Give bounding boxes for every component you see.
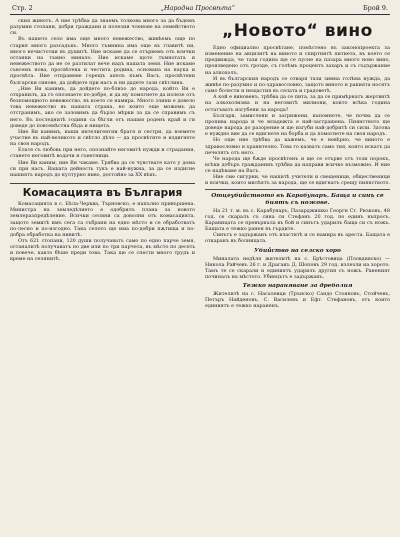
paragraph: Жителитѣ на с. Насалевци (Трънско) Сандо Стояновъ, Стойчевъ, Петъръ Найденовъ, С. Василевъ и Ефт. Стефановъ, отъ които единиятъ е тежко нараненъ.: [205, 291, 390, 310]
page-number: Стр. 2: [12, 4, 33, 12]
page-header: [10, 4, 390, 15]
subheading-tezhko-naranyavane: Тежко нараняване за дреболия: [242, 283, 353, 290]
newspaper-title: „Народна Просвѣта“: [160, 4, 235, 12]
left-column: [10, 18, 195, 310]
paragraph: На 21 т. м. въ с. Карабунаръ, Пазарджишко Георги Ст. Ризковъ, 48 год. се скаралъ съ сина си Стефанъ 20 год. по единъ въпросъ. Караницата се превърнала въ бой и синътъ ударилъ баща си съ ножъ. Бащата е тежко ранен въ гърдите.: [205, 207, 390, 233]
paragraph: Едно официално просвѣтане, помѣстено въ законопроекта за изменение на акцизитѣ на виното и спиртнитѣ питиета, въ което се предвижда, че тази година ще се пусне на пазара много ново вино, произведено отъ грозде, съ голѣмъ процентъ захаръ и съ съдържание на алкохолъ.: [205, 45, 390, 76]
paragraph: Ние сме сигурни, че нашитѣ учители и свещеници, общественици и всички, които милѣятъ за народа, ще се вдигнатъ срещу пиянството.: [205, 174, 390, 187]
subheading-ubiystvo-horo: Убийство на селско хоро: [254, 247, 341, 254]
appeal-article: [10, 18, 195, 178]
paragraph: Българи, замислени и загрижени, напомнете, че почва да се пропива народа и че младежта е най-застрашена. Пиянството ще доведе народа до разорение и ще изгуби най-добритѣ си сили. Затова е нуждно вие да се вдигнете на борба и да помогнете на своя народъ.: [205, 112, 390, 138]
paragraph: „Ние Ви канимъ, да дойдете по-близо до народа, който Ви е отхранилъ, да го опознаете по-добре, и да му помогнете да излезе отъ безпомощното невежество, въ което се намира. Много злини е довело това невежество въ нашата страна, но които още можемъ да отстранимъ, ако се заловимъ да бързо мѣрки за да се справимъ съ него. Въ последнитѣ години са бѣгли отъ нашия роденъ край и ги доведе до повсемѣстна бѣда и нищета.: [10, 85, 195, 129]
paragraph: Но още ние трѣбва да кажемъ, че е невѣрно, че виното е здравословно и хранително. Това го казватъ само тия, които искатъ да печелятъ отъ него.: [205, 137, 390, 156]
paragraph: Отъ 621 стопани, 120 души получаватъ само по едно парче земя, останалитѣ получаватъ по две или по три парчета, въ мѣсто по десеть и повече, както бѣше преди това. Така ще се спести много трудъ и време на селянитѣ.: [10, 238, 195, 263]
right-column: [205, 18, 390, 310]
paragraph: Въ нашето село има още много невежество, живѣемъ още по стария много разсадъкъ. Много тъмнина има още въ главитѣ ни, много нечистотии въ душитѣ. Ние искаме да се отървемъ отъ всички останки на тъмно минало. Ние искаме щото тъмнотата и невежеството да не се разтилат вече надъ нашата земя. Ние искаме съвсемъ нова, просвѣтена и честита родина, основана на наука и просвѣта. Ние отправяме горещъ апелъ къмъ Васъ, просвѣтени български синове, да дойдете при насъ и ни дадете тази свѣтлина.: [10, 36, 195, 86]
divider: [205, 189, 390, 190]
subheading-otceubiystvo: Отцеубийството въ Карабунаръ. Баща и синъ се биятъ съ ножове.: [211, 192, 384, 206]
wine-article: [205, 45, 390, 187]
wine-article-title: „Новото“ вино: [222, 21, 373, 41]
paragraph: Че народа ще бѫде просвѣтенъ и ще се отърве отъ този порокъ, всѣки добъръ гражданинъ трѣбва да направи всичко възможно. И ние се надѣваме на Васъ.: [205, 155, 390, 175]
issue-number: Брой 9.: [362, 4, 388, 12]
paragraph: Елате съ любовь при него, опознайте неговитѣ нужди и страдания, станете неговитѣ водачи и съветници.: [10, 147, 195, 160]
paragraph: Миналата недѣля жителитѣ на с. Брѣстовица (Пловдивско) — Никола Райчевъ 26 г. и Драганъ Д. Шоповъ 29 год. излезли на хорото. Тамъ те се скарали и единиятъ ударилъ другия съ ножъ. Раненият починалъ на мѣстото. Убиецътъ е задържанъ.: [205, 255, 390, 280]
paragraph: И въ българския народъ се отваря тази зимна голѣма нужда, да живѣе по-разумно и по-здравословно, защото виното и ракията носятъ само болести и нещастия въ селата и градоветѣ.: [205, 75, 390, 95]
paragraph: Комасацията в с. Бѣла-Черква, Търновско, е напълно привършена. Министра на земледѣлието е одобрилъ плана за новото землеразпредѣление. Всички селяни са доволни отъ комасацията, защото земитѣ имъ сега са събрани на едно мѣсто и се обработватъ по-лесно и по-изгодно. Така селото ще има по-добри пѫтища и по-добра обработка на нивитѣ.: [10, 201, 195, 238]
paragraph: ския животъ. А ние трѣбва да знаемъ толкова много за да бъдемъ разумни стопани, добри граждани и полезни членове на семейството си.: [10, 18, 195, 37]
paragraph: Ние Ви каним, ние Ви чакаме. Трябва да се чувствате като у дома си при насъ. Вашата дейность тукъ е най-нужна, за да се издигне нашиятъ народъ до културно ниво, достойно за XX вѣкъ.: [10, 159, 195, 178]
paragraph: А кой е виновенъ, трѣбва да се пита, за да се примѣрнатъ жертвитѣ на алкохолизма и на неговитѣ милиони, които всѣка година остатъватъ изгубени за народа?: [205, 94, 390, 113]
paragraph: Ние Ви канимъ, наши интелигентни братя и сестри, да вземете участие въ най-великото и свѣтло дѣло — да просвѣтите и издигнете на своя народъ.: [10, 128, 195, 148]
paragraph: Синътъ е задържанъ отъ властитѣ и се намира въ ареста. Бащата е откаранъ въ болницата.: [205, 232, 390, 245]
section-title-komasacia: Комасацията въ България: [10, 183, 195, 199]
komasacia-article: [10, 201, 195, 263]
